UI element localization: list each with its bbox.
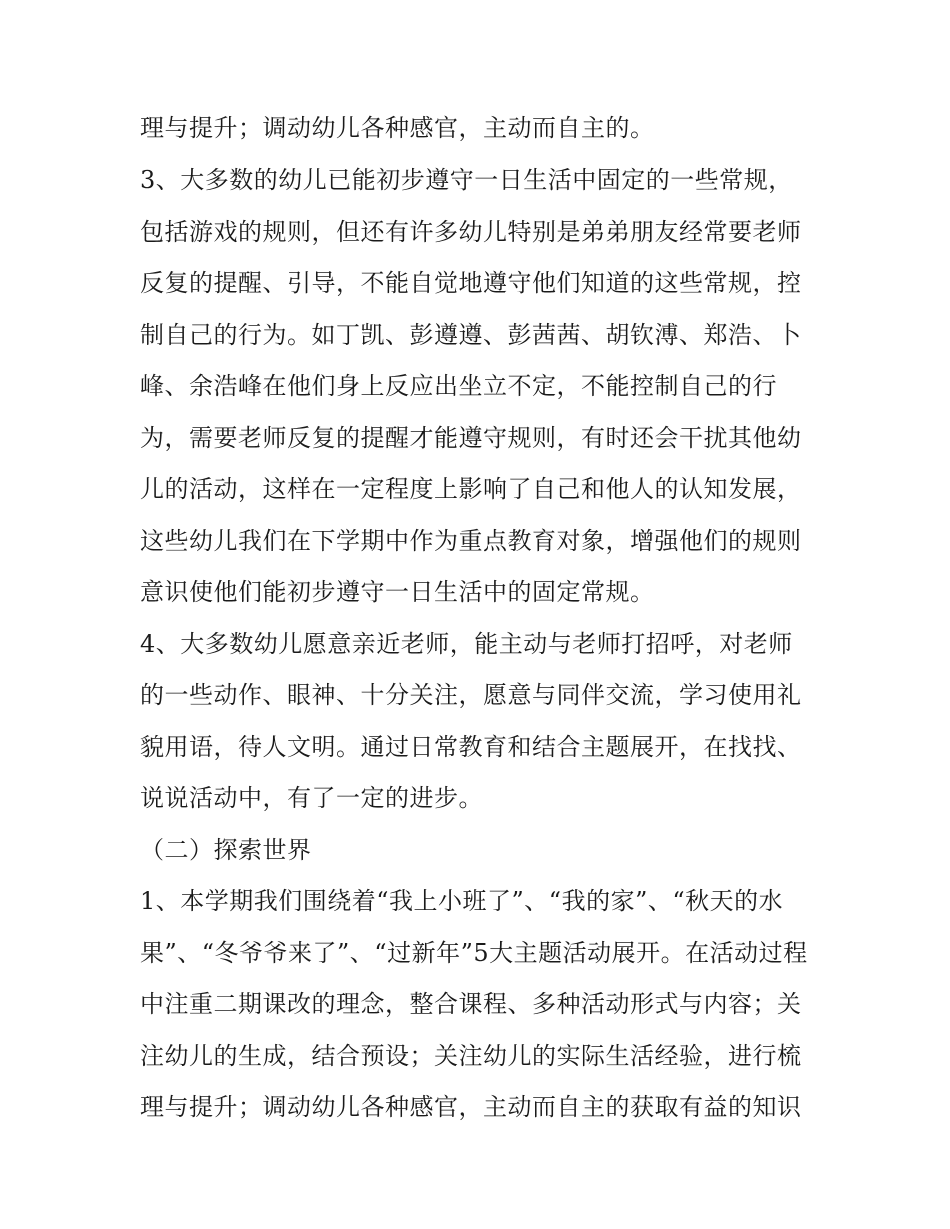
text-line-1: 理与提升；调动幼儿各种感官，主动而自主的。	[140, 114, 655, 142]
text-line-12: 的一些动作、眼神、十分关注，愿意与同伴交流，学习使用礼	[140, 681, 802, 709]
text-line-19: 注幼儿的生成，结合预设；关注幼儿的实际生活经验，进行梳	[140, 1042, 802, 1070]
text-line-14: 说说活动中，有了一定的进步。	[140, 784, 483, 812]
text-line-10: 意识使他们能初步遵守一日生活中的固定常规。	[140, 578, 655, 606]
text-line-7: 为，需要老师反复的提醒才能遵守规则，有时还会干扰其他幼	[140, 424, 802, 452]
text-line-16: 1、本学期我们围绕着“我上小班了”、“我的家”、“秋天的水	[140, 887, 784, 915]
text-line-13: 貌用语，待人文明。通过日常教育和结合主题展开，在找找、	[140, 733, 802, 761]
text-line-17: 果”、“冬爷爷来了”、“过新年”5大主题活动展开。在活动过程	[140, 939, 808, 967]
text-line-8: 儿的活动，这样在一定程度上影响了自己和他人的认知发展，	[140, 475, 802, 503]
text-line-18: 中注重二期课改的理念，整合课程、多种活动形式与内容；关	[140, 990, 802, 1018]
text-line-3: 包括游戏的规则，但还有许多幼儿特别是弟弟朋友经常要老师	[140, 218, 802, 246]
text-line-11: 4、大多数幼儿愿意亲近老师，能主动与老师打招呼，对老师	[140, 630, 793, 658]
text-line-20: 理与提升；调动幼儿各种感官，主动而自主的获取有益的知识	[140, 1093, 802, 1121]
text-line-4: 反复的提醒、引导，不能自觉地遵守他们知道的这些常规，控	[140, 269, 802, 297]
text-line-2: 3、大多数的幼儿已能初步遵守一日生活中固定的一些常规，	[140, 166, 793, 194]
section-heading: （二）探索世界	[140, 836, 312, 864]
text-line-9: 这些幼儿我们在下学期中作为重点教育对象，增强他们的规则	[140, 527, 802, 555]
text-line-6: 峰、余浩峰在他们身上反应出坐立不定，不能控制自己的行	[140, 372, 777, 400]
text-line-5: 制自己的行为。如丁凯、彭遵遵、彭茜茜、胡钦溥、郑浩、卜	[140, 321, 802, 349]
